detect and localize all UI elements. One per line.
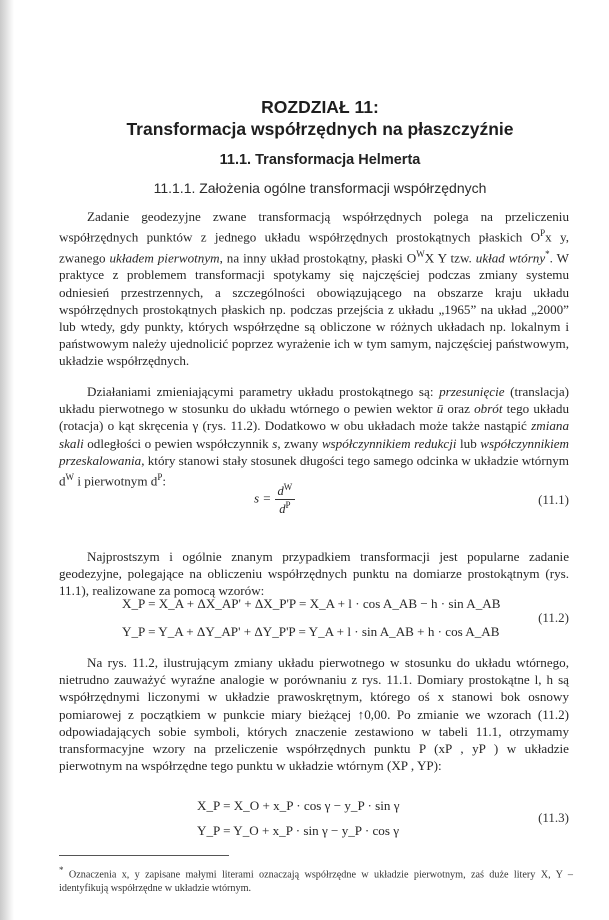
term-translation: przesunięcie	[439, 384, 505, 399]
fraction-denominator	[275, 500, 296, 517]
equation-line-1: X_P = X_A + ΔX_AP' + ΔX_P'P = X_A + l · cos A_AB − h · sin A_AB	[122, 596, 501, 611]
chapter-name: Transformacja współrzędnych na płaszczyźnie	[126, 119, 514, 139]
text-run: X Y tzw.	[424, 250, 476, 266]
term-rotation: obrót	[474, 401, 503, 417]
text-run: :	[162, 473, 166, 489]
chapter-number: ROZDZIAŁ 11:	[261, 97, 379, 117]
text-run: i pierwotnym d	[74, 473, 158, 489]
equation-11-1	[59, 480, 569, 524]
scale-symbol: s	[272, 435, 278, 451]
superscript: W	[65, 472, 75, 483]
equation-body	[254, 482, 295, 517]
symbol-d: d	[279, 502, 286, 517]
superscript: W	[416, 248, 425, 259]
text-run: , który stanowi stały stosunek długości tego samego odcinka w układzie wtórnym d	[59, 452, 569, 489]
text-run: tego układu (rotacja) o kąt skręcenia γ (rys. 11.2). Dodatkowo w obu układach może także nastąpić	[59, 401, 569, 434]
equation-line-2: Y_P = Y_O + x_P · sin γ − y_P · cos γ	[197, 823, 400, 838]
term-rescaling-coefficient: współczynnikiem przeskalowania	[59, 435, 570, 468]
superscript: P	[540, 228, 546, 239]
superscript: P	[157, 472, 163, 483]
text-run: , zwany	[277, 435, 322, 451]
subsection-title: 11.1.1. Założenia ogólne transformacji współrzędnych	[153, 180, 487, 196]
symbol-d: d	[277, 484, 284, 499]
equation-number: (11.3)	[538, 810, 569, 825]
term-reduction-coefficient: współczynnikiem redukcji	[321, 435, 457, 451]
text-run: , na inny układ prostokątny, płaski O	[219, 250, 417, 266]
chapter-title	[40, 96, 600, 140]
term-secondary-system: układ wtórny	[475, 250, 546, 266]
vector-symbol: ū	[436, 401, 444, 417]
equation-11-2	[59, 596, 569, 644]
equation-line-2: Y_P = Y_A + ΔY_AP' + ΔY_P'P = Y_A + l · sin A_AB + h · cos A_AB	[122, 624, 500, 639]
text-run: oraz	[443, 401, 475, 417]
term-scale-change: zmiana skali	[59, 418, 569, 451]
equation-line-1: X_P = X_O + x_P · cos γ − y_P · sin γ	[197, 798, 400, 813]
superscript: W	[283, 482, 293, 492]
text-run: x y, zwanego	[59, 229, 569, 266]
text-run: odległości o pewien współczynnik	[83, 435, 273, 451]
section-title: 11.1. Transformacja Helmerta	[219, 152, 421, 168]
paragraph-offset-survey: Najprostszym i ogólnie znanym przypadkiem transformacji jest popularne zadanie geodezyjne, polegające na obliczeniu współrzędnych punktu na domiarze prostokątnym (rys. 11.1), realizowane za pomocą wzorów:	[59, 549, 569, 599]
text-run: Zadanie geodezyjne zwane transformacją współrzędnych polega na przeliczeniu współrzędnych punktów z jednego układu współrzędnych prostokątnych płaskich O	[59, 209, 569, 245]
equation-lhs: s =	[254, 490, 272, 506]
equation-number: (11.2)	[538, 610, 569, 625]
footnote-text: Oznaczenia x, y zapisane małymi literami oznaczają współrzędne w układzie pierwotnym, zaś duże litery X, Y – identyfikują współrzędne w układzie wtórnym.	[59, 869, 573, 894]
fraction-numerator	[275, 482, 296, 500]
text-run: . W praktyce z problemem transformacji spotykamy się najczęściej podczas zmiany systemu odniesień przestrzennych, a szczególności obowiązującego na obszarze kraju układu współrzędnych prostokątnych płaskich np. podczas przejścia z układu „1965” na układ „2000” lub wtedy, gdy punkty, których współrzędne są obliczone w różnych układach np. lokalnym i państwowym należy ujednolicić poprzez wyrażenie ich w tym samym, najczęściej państwowym, układzie współrzędnych.	[59, 250, 570, 369]
footnote-divider	[59, 855, 229, 856]
text-run: lub	[456, 435, 481, 451]
fraction	[275, 482, 296, 517]
paragraph-parameters	[59, 383, 569, 490]
paragraph-intro	[59, 208, 569, 370]
term-primary-system: układem pierwotnym	[109, 250, 220, 266]
equation-number: (11.1)	[538, 492, 569, 507]
paragraph-analogy: Na rys. 11.2, ilustrującym zmiany układu pierwotnego w stosunku do układu wtórnego, nietrudno zauważyć wyraźne analogie w porównaniu z rys. 11.1. Domiary prostokątne l, h są współrzędnymi liczonymi w układzie prawoskrętnym, którego oś x stanowi bok osnowy pomiarowej z początkiem w punkcie miary bieżącej ↑0,00. Po zmianie we wzorach (11.2) odpowiadających sobie symboli, których znaczenie zestawiono w tabeli 11.1, otrzymamy transformacyjne wzory na przeliczenie współrzędnych punktu P (xP , yP ) w układzie pierwotnym na współrzędne tego punktu w układzie wtórnym (XP , YP):	[59, 655, 569, 774]
superscript: P	[285, 500, 291, 511]
footnote-marker: *	[545, 248, 550, 259]
text-run: Działaniami zmieniającymi parametry układu prostokątnego są:	[87, 384, 440, 399]
equation-11-3	[59, 798, 569, 844]
text-run: (translacja) układu pierwotnego w stosunku do układu wtórnego o pewien wektor	[59, 384, 569, 417]
footnote	[59, 864, 573, 896]
footnote-marker: *	[59, 865, 64, 875]
